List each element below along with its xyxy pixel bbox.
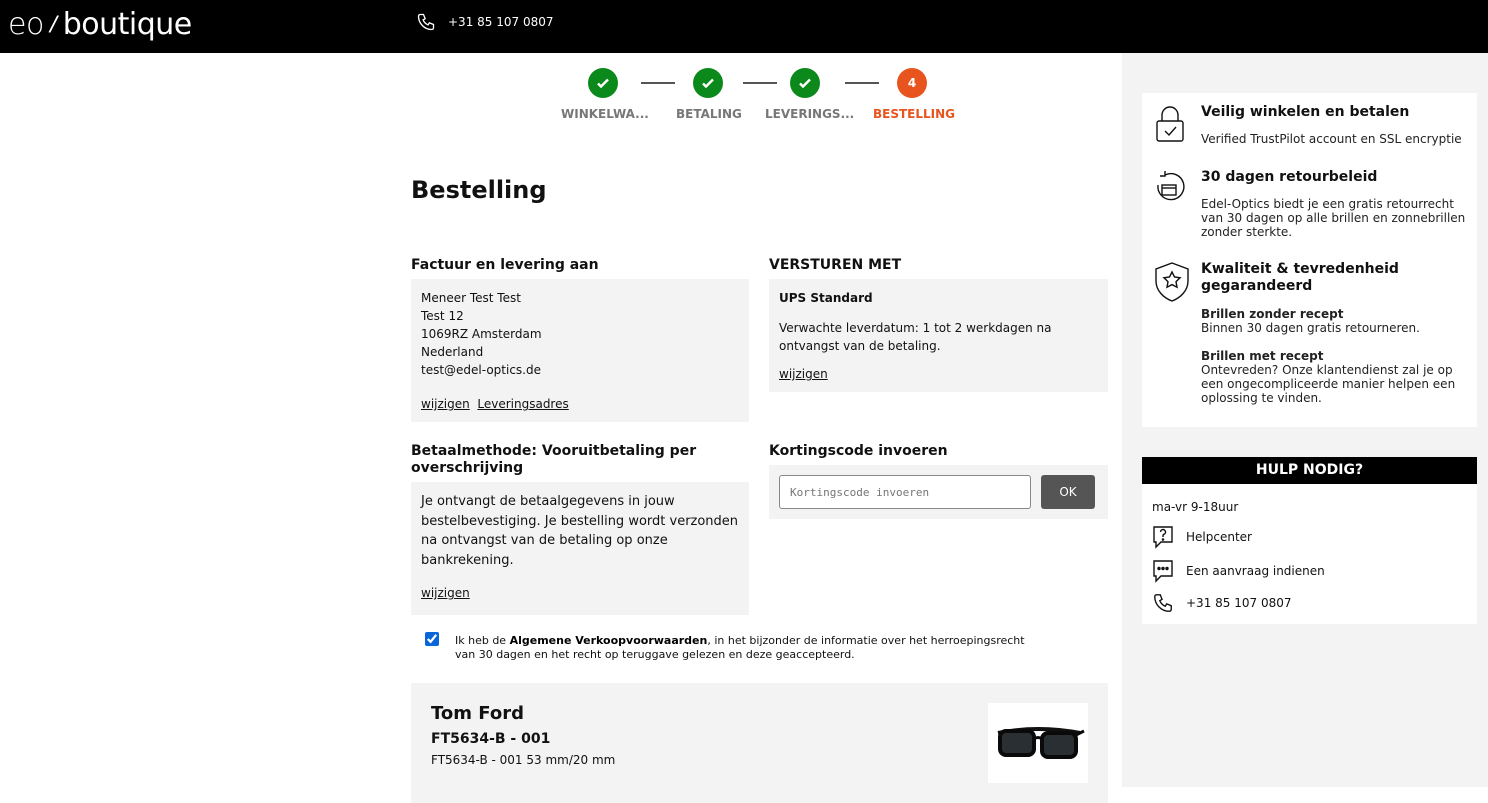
billing-email: test@edel-optics.de — [421, 363, 541, 377]
feature-text: Verified TrustPilot account en SSL encryptie — [1201, 132, 1462, 146]
glasses-icon — [988, 703, 1088, 783]
step-label: LEVERINGS... — [765, 107, 855, 121]
coupon-title: Kortingscode invoeren — [769, 443, 948, 459]
shipping-edit-link[interactable]: wijzigen — [779, 367, 828, 381]
request-link[interactable] — [1152, 559, 1325, 583]
lock-icon — [1154, 105, 1186, 143]
payment-box — [411, 482, 749, 615]
feature-title: Veilig winkelen en betalen — [1201, 104, 1410, 120]
feature-sub-text: Binnen 30 dagen gratis retourneren. — [1201, 321, 1420, 335]
shipping-expected: Verwachte leverdatum: 1 tot 2 werkdagen na ontvangst van de betaling. — [779, 321, 1052, 353]
coupon-ok-button[interactable]: OK — [1041, 475, 1095, 509]
product-model: FT5634-B - 001 — [431, 731, 551, 747]
logo-word: boutique — [62, 6, 192, 42]
feature-sub — [1201, 307, 1471, 335]
step-label: BETALING — [676, 107, 742, 121]
billing-box — [411, 279, 749, 422]
feature-title: 30 dagen retourbeleid — [1201, 169, 1378, 185]
helpcenter-label: Helpcenter — [1186, 530, 1252, 544]
helpcenter-link[interactable] — [1152, 525, 1252, 549]
page-title: Bestelling — [411, 176, 547, 204]
payment-text: Je ontvangt de betaalgegevens in jouw bestelbevestiging. Je bestelling wordt verzonden na ontvangst van de betaling op onze bankrekening. — [421, 494, 739, 568]
help-phone-number: +31 85 107 0807 — [1186, 596, 1292, 610]
billing-edit-link[interactable]: wijzigen — [421, 397, 470, 411]
phone-icon — [1152, 592, 1174, 614]
step-connector — [641, 82, 675, 84]
step-cart[interactable] — [561, 68, 649, 121]
step-label: BESTELLING — [873, 107, 956, 121]
shipping-box — [769, 279, 1108, 392]
feature-sub-text: Ontevreden? Onze klantendienst zal je op een ongecompliceerde manier helpen een oplossing te vinden. — [1201, 363, 1456, 405]
request-label: Een aanvraag indienen — [1186, 564, 1325, 578]
feature-sub-title: Brillen zonder recept — [1201, 307, 1344, 321]
billing-line: Nederland — [421, 345, 484, 359]
product-image[interactable] — [988, 703, 1088, 783]
help-hours-text: ma-vr 9-18uur — [1152, 500, 1239, 514]
feature-title: Kwaliteit & tevredenheid gegarandeerd — [1201, 261, 1399, 294]
delivery-address-link[interactable]: Leveringsadres — [477, 397, 569, 411]
billing-title: Factuur en levering aan — [411, 257, 599, 273]
header-phone[interactable] — [416, 12, 553, 32]
logo-slash: / — [47, 11, 59, 37]
feature-sub — [1201, 349, 1471, 405]
payment-edit-link[interactable]: wijzigen — [421, 586, 470, 600]
step-delivery[interactable] — [765, 68, 855, 121]
logo[interactable] — [8, 4, 192, 44]
check-icon — [588, 68, 618, 98]
product-brand: Tom Ford — [431, 703, 524, 724]
billing-line: 1069RZ Amsterdam — [421, 327, 542, 341]
shield-star-icon — [1152, 261, 1192, 303]
shipping-title: VERSTUREN MET — [769, 257, 902, 273]
step-number: 4 — [897, 68, 927, 98]
terms-suffix: , in het bijzonder de informatie over het herroepingsrecht van 30 dagen en het recht op teruggave gelezen en deze geaccepteerd. — [455, 634, 1025, 661]
question-icon — [1152, 525, 1174, 549]
coupon-input[interactable] — [779, 475, 1031, 509]
check-icon — [693, 68, 723, 98]
feature-sub-title: Brillen met recept — [1201, 349, 1324, 363]
logo-eo: eo — [8, 6, 44, 42]
chat-icon — [1152, 559, 1174, 583]
feature-text: Edel-Optics biedt je een gratis retourrecht van 30 dagen op alle brillen en zonnebrillen zonder sterkte. — [1201, 197, 1466, 239]
trust-card — [1142, 93, 1477, 427]
help-hours — [1152, 500, 1238, 514]
return-box-icon — [1152, 169, 1186, 207]
phone-icon — [416, 12, 436, 32]
product-card — [411, 683, 1108, 803]
terms-checkbox[interactable] — [425, 632, 439, 646]
help-title: HULP NODIG? — [1142, 457, 1477, 484]
check-icon — [790, 68, 820, 98]
top-bar — [0, 0, 1488, 53]
terms-link[interactable]: Algemene Verkoopvoorwaarden — [509, 634, 708, 647]
terms-prefix: Ik heb de — [455, 634, 510, 647]
billing-line: Test 12 — [421, 309, 464, 323]
product-description: FT5634-B - 001 53 mm/20 mm — [431, 753, 616, 767]
terms-text — [455, 634, 1045, 662]
step-payment[interactable] — [676, 68, 740, 121]
step-label: WINKELWA... — [561, 107, 649, 121]
payment-title: Betaalmethode: Vooruitbetaling per overschrijving — [411, 443, 697, 476]
shipping-method: UPS Standard — [779, 291, 873, 305]
header-phone-number: +31 85 107 0807 — [448, 15, 554, 29]
step-order — [873, 68, 956, 121]
billing-line: Meneer Test Test — [421, 291, 521, 305]
help-phone[interactable] — [1152, 592, 1291, 614]
